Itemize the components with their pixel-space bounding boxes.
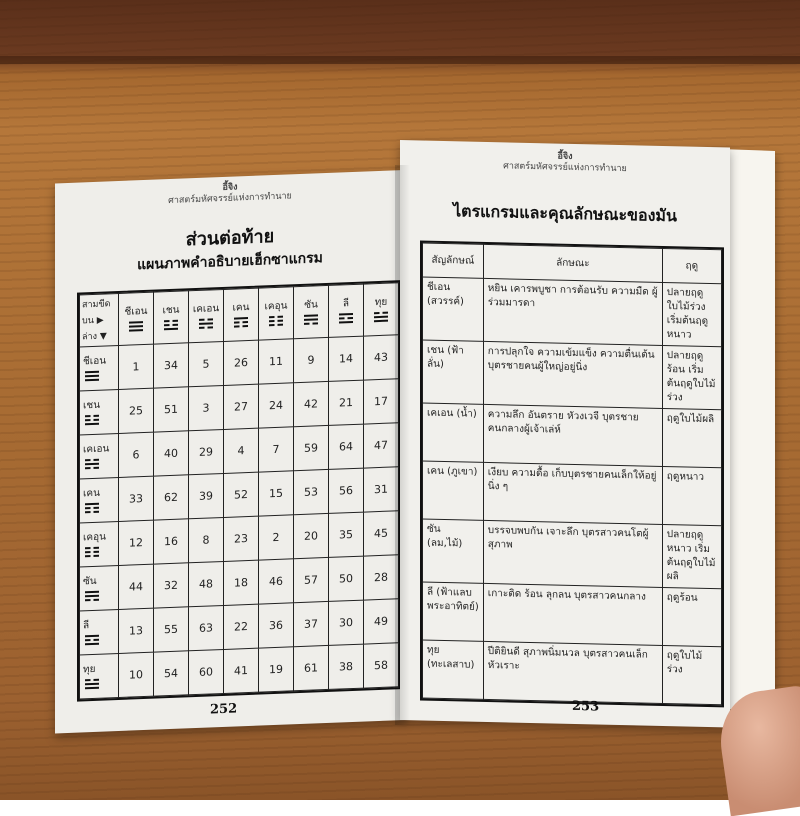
- hexagram-number: 10: [119, 652, 154, 697]
- lower-label: ล่าง: [82, 331, 97, 342]
- season-cell: ฤดูหนาว: [662, 466, 721, 525]
- trigram-icon: [129, 321, 143, 332]
- trigram-icon: [85, 547, 99, 558]
- hexagram-number: 37: [294, 601, 329, 646]
- book-gutter: [395, 165, 410, 725]
- hexagram-number: 45: [364, 511, 399, 556]
- hexagram-number: 59: [294, 425, 329, 470]
- hexagram-number: 29: [189, 429, 224, 474]
- left-header-title: อี้จิง: [222, 182, 238, 194]
- col-header-7: [364, 283, 399, 336]
- row-header-label: เคเอน: [83, 443, 110, 456]
- symbol-cell: ทุย (ทะเลสาบ): [423, 640, 484, 699]
- hexagram-number: 24: [259, 383, 294, 428]
- hexagram-number: 7: [259, 427, 294, 472]
- col-header-label: ลี: [342, 298, 350, 310]
- season-cell: ฤดูร้อน: [662, 587, 721, 646]
- left-page-header: [55, 176, 405, 211]
- col-header-symbol: สัญลักษณ์: [423, 243, 484, 278]
- hexagram-number: 25: [119, 388, 154, 433]
- hexagram-number: 33: [119, 476, 154, 521]
- traits-cell: บรรจบพบกัน เจาะลึก บุตรสาวคนโตผู้สุภาพ: [483, 520, 662, 587]
- hexagram-number: 40: [154, 431, 189, 476]
- traits-cell: ปีติยินดี สุภาพนิ่มนวล บุตรสาวคนเล็กหัวเราะ: [483, 641, 662, 703]
- col-header-2: [189, 289, 224, 342]
- traits-cell: ความลึก อันตราย หัวงเวจี บุตรชายคนกลางผู้เจ้าเล่ห์: [483, 404, 662, 466]
- hexagram-number: 19: [259, 647, 294, 692]
- col-header-label: ทุย: [374, 296, 388, 309]
- season-cell: ฤดูใบไม้ร่วง: [662, 645, 721, 704]
- col-header-label: เคอุน: [264, 300, 288, 313]
- right-header-title: อี้จิง: [557, 151, 573, 162]
- hexagram-number: 50: [329, 556, 364, 601]
- traits-cell: หยิน เคารพบูชา การต้อนรับ ความมืด ผู้ร่วมมารดา: [483, 278, 662, 345]
- hexagram-number: 1: [119, 344, 154, 389]
- hexagram-number: 21: [329, 380, 364, 425]
- col-header-traits: ลักษณะ: [483, 244, 662, 282]
- row-header-label: เคน: [83, 487, 100, 500]
- upper-label: บน: [82, 315, 94, 326]
- row-header: [80, 654, 119, 699]
- left-header-subtitle: ศาสตร์มหัศจรรย์แห่งการทำนาย: [168, 191, 292, 207]
- trigram-icon: [234, 317, 248, 328]
- traits-cell: เกาะติด ร้อน ลุกลน บุตรสาวคนกลาง: [483, 583, 662, 645]
- hexagram-number: 11: [259, 339, 294, 384]
- col-header-3: [224, 288, 259, 341]
- trigram-icon: [85, 415, 99, 426]
- hexagram-number: 31: [364, 467, 399, 512]
- hexagram-number: 14: [329, 336, 364, 381]
- hexagram-number: 5: [189, 341, 224, 386]
- hexagram-number: 13: [119, 608, 154, 653]
- hexagram-number: 56: [329, 468, 364, 513]
- row-header-label: เคอุน: [83, 531, 106, 544]
- hexagram-number: 38: [329, 644, 364, 689]
- right-page-number: 253: [572, 698, 600, 715]
- hexagram-number: 55: [154, 607, 189, 652]
- col-header-label: ซัน: [304, 299, 318, 311]
- left-page: [55, 170, 405, 733]
- season-cell: ฤดูใบไม้ผลิ: [662, 408, 721, 467]
- hexagram-number: 22: [224, 604, 259, 649]
- trigram-table: [420, 240, 724, 707]
- hexagram-number: 17: [364, 379, 399, 424]
- symbol-cell: ลี (ฟ้าแลบ พระอาทิตย์): [423, 582, 484, 641]
- hexagram-number: 15: [259, 471, 294, 516]
- hexagram-number: 61: [294, 645, 329, 690]
- trigram-icon: [304, 314, 318, 325]
- row-header-label: ซัน: [83, 575, 97, 588]
- hexagram-number: 35: [329, 512, 364, 557]
- hexagram-number: 34: [154, 343, 189, 388]
- hexagram-number: 18: [224, 560, 259, 605]
- col-header-label: เชน: [162, 304, 180, 317]
- hexagram-number: 27: [224, 384, 259, 429]
- hexagram-number: 12: [119, 520, 154, 565]
- table-row: [423, 582, 722, 647]
- row-header-label: ชีเอน: [83, 355, 107, 368]
- hexagram-number: 62: [154, 475, 189, 520]
- trigram-icon: [85, 635, 99, 646]
- symbol-cell: เชน (ฟ้าลั่น): [423, 340, 484, 404]
- trigram-icon: [164, 320, 178, 331]
- hexagram-number: 30: [329, 600, 364, 645]
- hexagram-number: 60: [189, 649, 224, 694]
- traits-cell: การปลุกใจ ความเข้มแข็ง ความตื่นเต้น บุตรชายคนผู้ใหญ่อยู่นิ่ง: [483, 341, 662, 408]
- table-row: [423, 277, 722, 347]
- col-header-label: เคเอน: [192, 303, 220, 316]
- hexagram-number: 48: [189, 561, 224, 606]
- hexagram-number: 4: [224, 428, 259, 473]
- trigram-icon: [85, 591, 99, 602]
- symbol-cell: ซัน (ลม,ไม้): [423, 519, 484, 583]
- row-header-label: ทุย: [83, 663, 96, 676]
- col-header-0: [119, 292, 154, 345]
- table-row: [423, 340, 722, 410]
- row-header-label: เชน: [83, 399, 101, 412]
- symbol-cell: ชีเอน (สวรรค์): [423, 277, 484, 341]
- left-subtitle: แผนภาพคำอธิบายเฮ็กซาแกรม: [137, 250, 323, 274]
- row-header: [80, 478, 119, 523]
- right-header-subtitle: ศาสตร์มหัศจรรย์แห่งการทำนาย: [503, 161, 627, 175]
- hexagram-number: 51: [154, 387, 189, 432]
- hexagram-number: 63: [189, 605, 224, 650]
- hexagram-number: 46: [259, 559, 294, 604]
- hexagram-table: [77, 280, 401, 701]
- hexagram-number: 8: [189, 517, 224, 562]
- right-section-title: ไตรแกรมและคุณลักษณะของมัน: [453, 201, 677, 226]
- corner-label: สามขีด: [82, 298, 111, 310]
- col-header-4: [259, 287, 294, 340]
- hexagram-number: 54: [154, 651, 189, 696]
- col-header-season: ฤดู: [662, 248, 721, 283]
- trigram-icon: [269, 316, 283, 327]
- hexagram-number: 3: [189, 385, 224, 430]
- col-header-label: เคน: [232, 301, 250, 314]
- hexagram-number: 23: [224, 516, 259, 561]
- corner-cell: สามขีด บน ▶ ล่าง ▼: [80, 294, 119, 347]
- trigram-icon: [85, 679, 99, 690]
- traits-cell: เงียบ ความดื้อ เก็บบุตรชายคนเล็กให้อยู่นิ่ง ๆ: [483, 462, 662, 524]
- hexagram-number: 26: [224, 340, 259, 385]
- trigram-icon: [199, 318, 213, 329]
- symbol-cell: เคน (ภูเขา): [423, 461, 484, 520]
- trigram-icon: [374, 312, 388, 323]
- row-header: [80, 434, 119, 479]
- hexagram-number: 9: [294, 337, 329, 382]
- table-row: [423, 461, 722, 526]
- row-header: [80, 346, 119, 391]
- hexagram-number: 43: [364, 335, 399, 380]
- left-section-title: ส่วนต่อท้าย: [185, 226, 275, 251]
- hexagram-number: 52: [224, 472, 259, 517]
- row-header: [80, 390, 119, 435]
- right-page: [400, 140, 730, 727]
- hexagram-number: 36: [259, 603, 294, 648]
- hexagram-number: 53: [294, 469, 329, 514]
- season-cell: ปลายฤดูใบไม้ร่วง เริ่มต้นฤดูหนาว: [662, 282, 721, 346]
- trigram-icon: [85, 459, 99, 470]
- trigram-icon: [85, 503, 99, 514]
- symbol-cell: เคเอน (น้ำ): [423, 403, 484, 462]
- season-cell: ปลายฤดูหนาว เริ่มต้นฤดูใบไม้ผลิ: [662, 524, 721, 588]
- right-page-header: [400, 148, 730, 177]
- hexagram-number: 28: [364, 555, 399, 600]
- table-row: [423, 519, 722, 589]
- left-page-number: 252: [210, 701, 238, 718]
- hexagram-number: 39: [189, 473, 224, 518]
- row-header-label: ลี: [83, 620, 90, 632]
- row-header: [80, 522, 119, 567]
- hexagram-number: 47: [364, 423, 399, 468]
- hexagram-number: 49: [364, 599, 399, 644]
- hexagram-number: 58: [364, 643, 399, 688]
- row-header: [80, 610, 119, 655]
- table-row: [423, 403, 722, 468]
- hexagram-number: 41: [224, 648, 259, 693]
- hexagram-number: 64: [329, 424, 364, 469]
- hexagram-number: 6: [119, 432, 154, 477]
- hexagram-number: 16: [154, 519, 189, 564]
- col-header-5: [294, 285, 329, 338]
- row-header: [80, 566, 119, 611]
- season-cell: ปลายฤดูร้อน เริ่มต้นฤดูใบไม้ร่วง: [662, 345, 721, 409]
- col-header-1: [154, 291, 189, 344]
- trigram-icon: [339, 313, 353, 324]
- trigram-icon: [85, 371, 99, 382]
- hexagram-number: 20: [294, 513, 329, 558]
- col-header-label: ชีเอน: [124, 305, 148, 318]
- hexagram-number: 44: [119, 564, 154, 609]
- col-header-6: [329, 284, 364, 337]
- hexagram-number: 42: [294, 381, 329, 426]
- hexagram-number: 57: [294, 557, 329, 602]
- table-row: [423, 640, 722, 705]
- hexagram-number: 2: [259, 515, 294, 560]
- hexagram-number: 32: [154, 563, 189, 608]
